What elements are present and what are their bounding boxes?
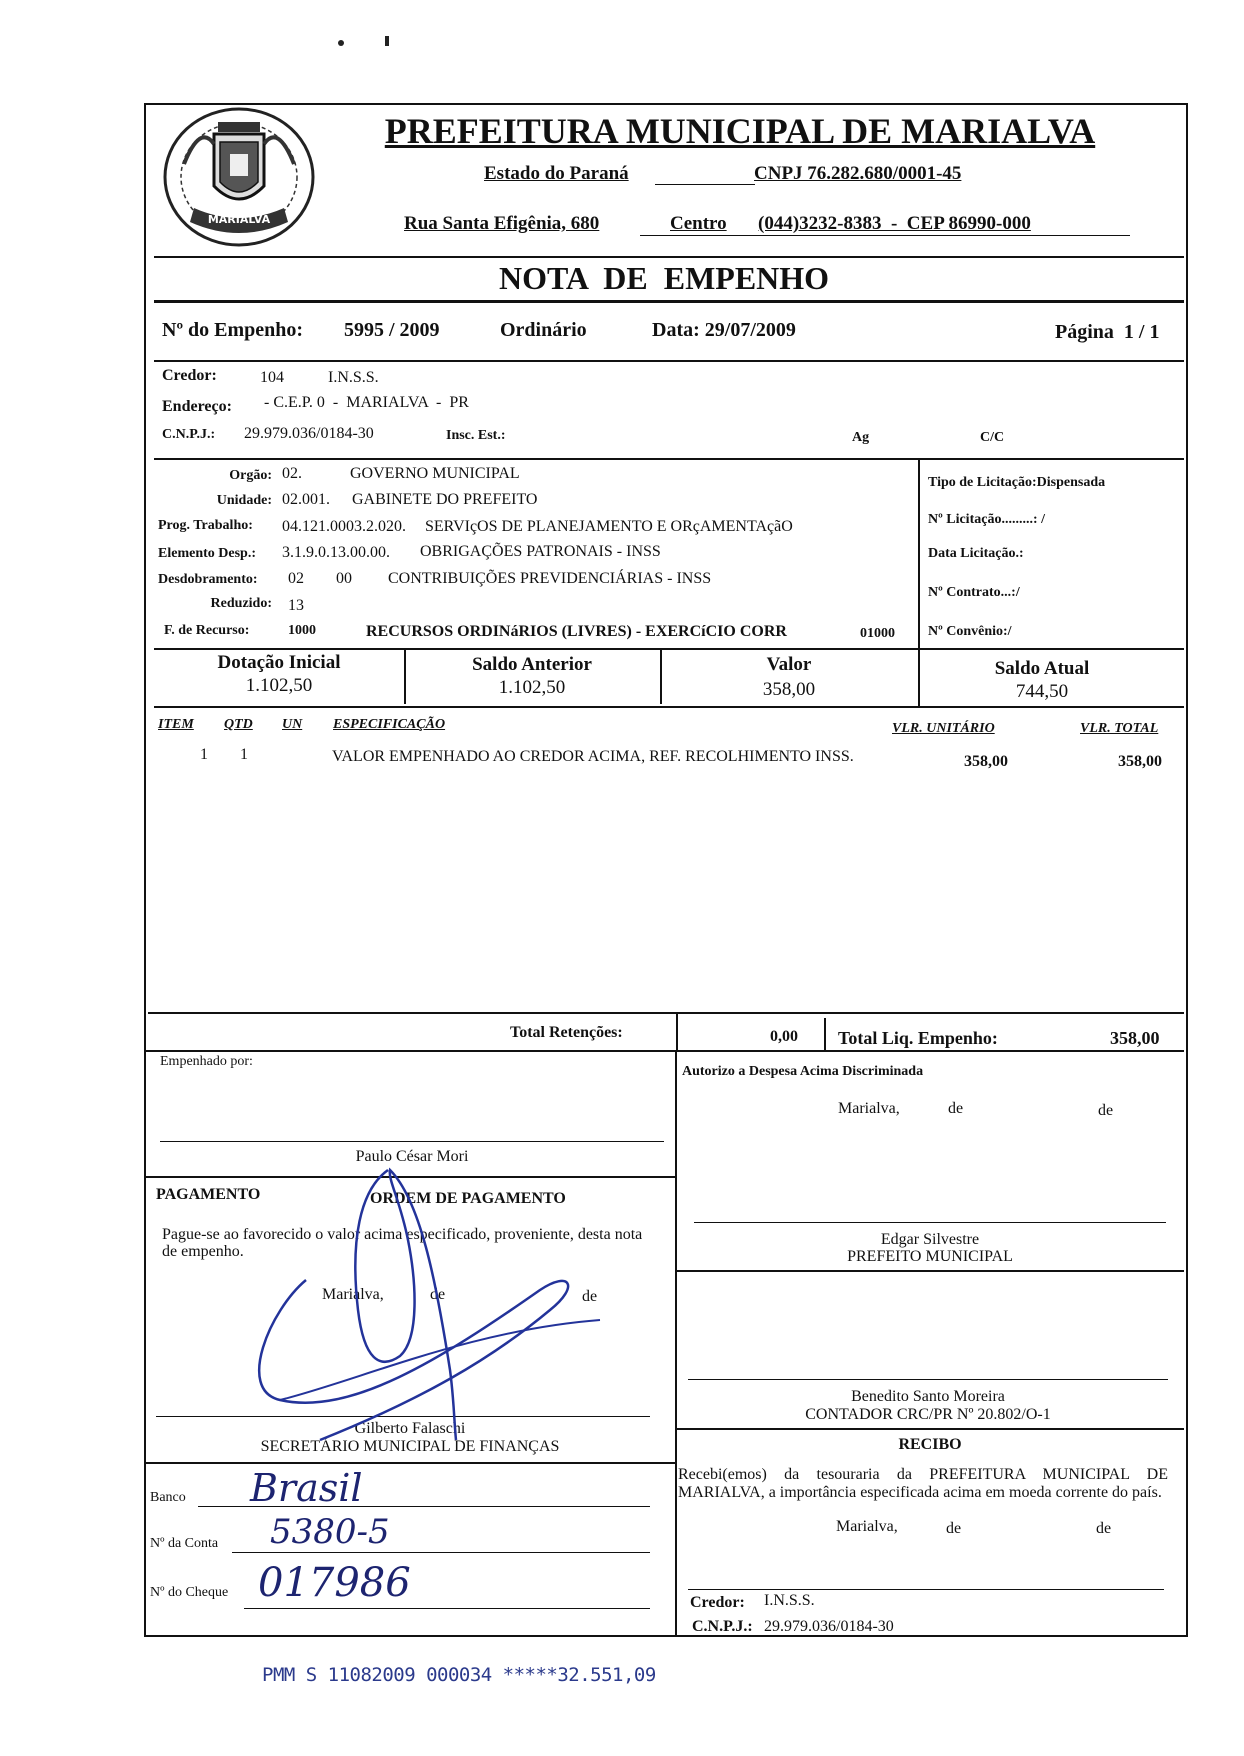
divider xyxy=(154,648,1184,650)
convenio-numero: Nº Convênio:/ xyxy=(928,624,1012,639)
prog-code: 04.121.0003.2.020. xyxy=(282,518,406,535)
empenho-type: Ordinário xyxy=(500,319,587,341)
insc-label: Insc. Est.: xyxy=(446,428,506,443)
credor-name: I.N.S.S. xyxy=(328,369,379,386)
divider xyxy=(676,1270,1184,1272)
prefeito-name: Edgar Silvestre xyxy=(880,1231,980,1248)
page-number: Página 1 / 1 xyxy=(1055,321,1160,343)
prog-label: Prog. Trabalho: xyxy=(158,518,253,533)
desd-label: Desdobramento: xyxy=(158,572,258,587)
valor-value: 358,00 xyxy=(762,679,816,700)
saldo-anterior-label: Saldo Anterior xyxy=(472,654,592,675)
contrato-numero: Nº Contrato...:/ xyxy=(928,585,1020,600)
district-label: Centro xyxy=(670,213,727,234)
credor-cnpj-label: C.N.P.J.: xyxy=(162,427,216,442)
item-unit-value: 358,00 xyxy=(964,753,1008,770)
empenho-date: Data: 29/07/2009 xyxy=(652,319,796,341)
reduzido-value: 13 xyxy=(288,597,304,614)
signature-line xyxy=(688,1379,1168,1380)
field-line xyxy=(244,1608,650,1609)
items-header-espec: ESPECIFICAÇÃO xyxy=(333,717,446,732)
liquido-value: 358,00 xyxy=(1110,1028,1160,1048)
items-header-item: ITEM xyxy=(158,717,194,732)
items-header-un: UN xyxy=(282,717,303,732)
recibo-city: Marialva, xyxy=(836,1518,898,1535)
recurso-label: F. de Recurso: xyxy=(164,623,250,638)
divider-vertical xyxy=(676,1012,678,1050)
address-value: - C.E.P. 0 - MARIALVA - PR xyxy=(264,394,469,411)
retencoes-label: Total Retenções: xyxy=(510,1024,623,1041)
signature-line xyxy=(160,1141,664,1142)
conta-label: Nº da Conta xyxy=(150,1536,219,1551)
empenhado-name: Paulo César Mori xyxy=(355,1148,469,1165)
items-header-unit: VLR. UNITÁRIO xyxy=(892,721,995,736)
empenhado-label: Empenhado por: xyxy=(160,1054,253,1069)
orgao-label: Orgão: xyxy=(229,468,272,483)
contador-name: Benedito Santo Moreira xyxy=(851,1388,1005,1405)
pagamento-de1: de xyxy=(430,1286,446,1303)
divider xyxy=(154,256,1184,258)
empenho-label: Nº do Empenho: xyxy=(162,319,304,341)
unidade-name: GABINETE DO PREFEITO xyxy=(352,491,538,508)
secretario-name: Gilberto Falaschi xyxy=(354,1420,466,1437)
dotacao-inicial-label: Dotação Inicial xyxy=(217,652,341,673)
elem-label: Elemento Desp.: xyxy=(158,546,256,561)
pagamento-de2: de xyxy=(582,1288,598,1305)
ordem-pagamento-label: ORDEM DE PAGAMENTO xyxy=(370,1190,566,1207)
table-row xyxy=(154,746,1184,786)
recurso-ref: 01000 xyxy=(860,626,895,641)
saldo-anterior-value: 1.102,50 xyxy=(498,677,566,698)
recibo-cnpj-value: 29.979.036/0184-30 xyxy=(764,1618,894,1635)
municipal-seal xyxy=(160,104,318,250)
cheque-label: Nº do Cheque xyxy=(150,1585,229,1600)
conta-value: 5380-5 xyxy=(270,1512,390,1552)
desd-code2: 00 xyxy=(336,570,352,587)
items-header-qtd: QTD xyxy=(224,717,253,732)
address-label: Endereço: xyxy=(162,398,232,415)
ag-label: Ag xyxy=(852,430,870,445)
orgao-name: GOVERNO MUNICIPAL xyxy=(350,465,520,482)
elem-name: OBRIGAÇÕES PATRONAIS - INSS xyxy=(420,543,661,560)
item-description: VALOR EMPENHADO AO CREDOR ACIMA, REF. RECOLHIMENTO INSS. xyxy=(332,748,854,765)
prog-name: SERVIçOS DE PLANEJAMENTO E ORçAMENTAçãO xyxy=(425,518,793,535)
bank-stamp: PMM S 11082009 000034 *****32.551,09 xyxy=(262,1664,656,1686)
cc-label: C/C xyxy=(980,430,1005,445)
divider xyxy=(148,1012,1184,1014)
recibo-text: Recebi(emos) da tesouraria da PREFEITURA MUNICIPAL DE MARIALVA, a importância especificada acima em moeda corrente do país. xyxy=(678,1466,1168,1501)
valor-label: Valor xyxy=(766,654,812,675)
svg-text:MARIALVA: MARIALVA xyxy=(207,213,271,226)
divider-vertical xyxy=(675,1050,677,1635)
autorizo-label: Autorizo a Despesa Acima Discriminada xyxy=(682,1064,924,1079)
credor-cnpj-value: 29.979.036/0184-30 xyxy=(244,425,374,442)
autorizo-de1: de xyxy=(948,1100,964,1117)
desd-code1: 02 xyxy=(288,570,304,587)
cnpj-label: CNPJ 76.282.680/0001-45 xyxy=(754,163,962,184)
elem-code: 3.1.9.0.13.00.00. xyxy=(282,544,390,561)
licitacao-tipo: Tipo de Licitação:Dispensada xyxy=(928,475,1106,490)
recibo-title: RECIBO xyxy=(898,1436,962,1453)
divider xyxy=(154,360,1184,362)
item-number: 1 xyxy=(200,746,208,763)
scan-mark xyxy=(338,40,344,46)
divider xyxy=(154,300,1184,303)
items-header-total: VLR. TOTAL xyxy=(1080,721,1159,736)
secretario-role: SECRETÁRIO MUNICIPAL DE FINANÇAS xyxy=(260,1438,560,1455)
recibo-cnpj-label: C.N.P.J.: xyxy=(692,1618,753,1635)
saldo-atual-value: 744,50 xyxy=(1015,681,1069,702)
unidade-code: 02.001. xyxy=(282,491,330,508)
street-underline-gap xyxy=(640,235,1130,236)
licitacao-numero: Nº Licitação.........: / xyxy=(928,512,1045,527)
item-qtd: 1 xyxy=(240,746,248,763)
recibo-line xyxy=(688,1589,1164,1590)
recurso-code: 1000 xyxy=(288,623,316,638)
state-label: Estado do Paraná xyxy=(484,163,629,184)
banco-value: Brasil xyxy=(250,1466,363,1510)
divider xyxy=(154,706,1184,708)
pagamento-label: PAGAMENTO xyxy=(156,1186,261,1203)
divider-vertical xyxy=(824,1018,826,1050)
pagamento-text: Pague-se ao favorecido o valor acima especificado, proveniente, desta nota de empenho. xyxy=(162,1226,643,1260)
unidade-label: Unidade: xyxy=(216,493,272,508)
street-label: Rua Santa Efigênia, 680 xyxy=(404,213,600,234)
empenho-number: 5995 / 2009 xyxy=(344,319,440,341)
saldo-atual-label: Saldo Atual xyxy=(994,658,1090,679)
banco-label: Banco xyxy=(150,1490,186,1505)
autorizo-de2: de xyxy=(1098,1102,1114,1119)
retencoes-value: 0,00 xyxy=(770,1028,798,1045)
page-title: PREFEITURA MUNICIPAL DE MARIALVA xyxy=(384,111,1096,151)
liquido-label: Total Liq. Empenho: xyxy=(838,1028,998,1048)
recibo-credor-label: Credor: xyxy=(690,1594,745,1611)
prefeito-role: PREFEITO MUNICIPAL xyxy=(847,1248,1013,1265)
item-total-value: 358,00 xyxy=(1118,753,1162,770)
scan-mark xyxy=(385,36,389,46)
divider xyxy=(676,1428,1184,1430)
recurso-name: RECURSOS ORDINáRIOS (LIVRES) - EXERCíCIO CORR xyxy=(366,623,787,640)
credor-label: Credor: xyxy=(162,367,217,384)
desd-name: CONTRIBUIÇÕES PREVIDENCIÁRIAS - INSS xyxy=(388,570,712,587)
orgao-code: 02. xyxy=(282,465,302,482)
recibo-credor-value: I.N.S.S. xyxy=(764,1592,815,1609)
divider xyxy=(144,1462,676,1464)
signature-line xyxy=(694,1222,1166,1223)
phone-cep-label: (044)3232-8383 - CEP 86990-000 xyxy=(758,213,1031,234)
divider xyxy=(144,1050,1184,1052)
autorizo-city: Marialva, xyxy=(838,1100,900,1117)
pagamento-city: Marialva, xyxy=(322,1286,384,1303)
state-underline xyxy=(655,184,755,185)
reduzido-label: Reduzido: xyxy=(210,596,272,611)
contador-role: CONTADOR CRC/PR Nº 20.802/O-1 xyxy=(805,1406,1051,1423)
credor-code: 104 xyxy=(260,369,284,386)
handwritten-signature xyxy=(240,1160,620,1450)
document-title: NOTA DE EMPENHO xyxy=(498,260,830,296)
dotacao-inicial-value: 1.102,50 xyxy=(245,675,313,696)
divider xyxy=(154,458,1184,460)
cheque-value: 017986 xyxy=(258,1560,411,1606)
recibo-de2: de xyxy=(1096,1520,1112,1537)
field-line xyxy=(232,1552,650,1553)
recibo-de1: de xyxy=(946,1520,962,1537)
licitacao-data: Data Licitação.: xyxy=(928,546,1024,561)
